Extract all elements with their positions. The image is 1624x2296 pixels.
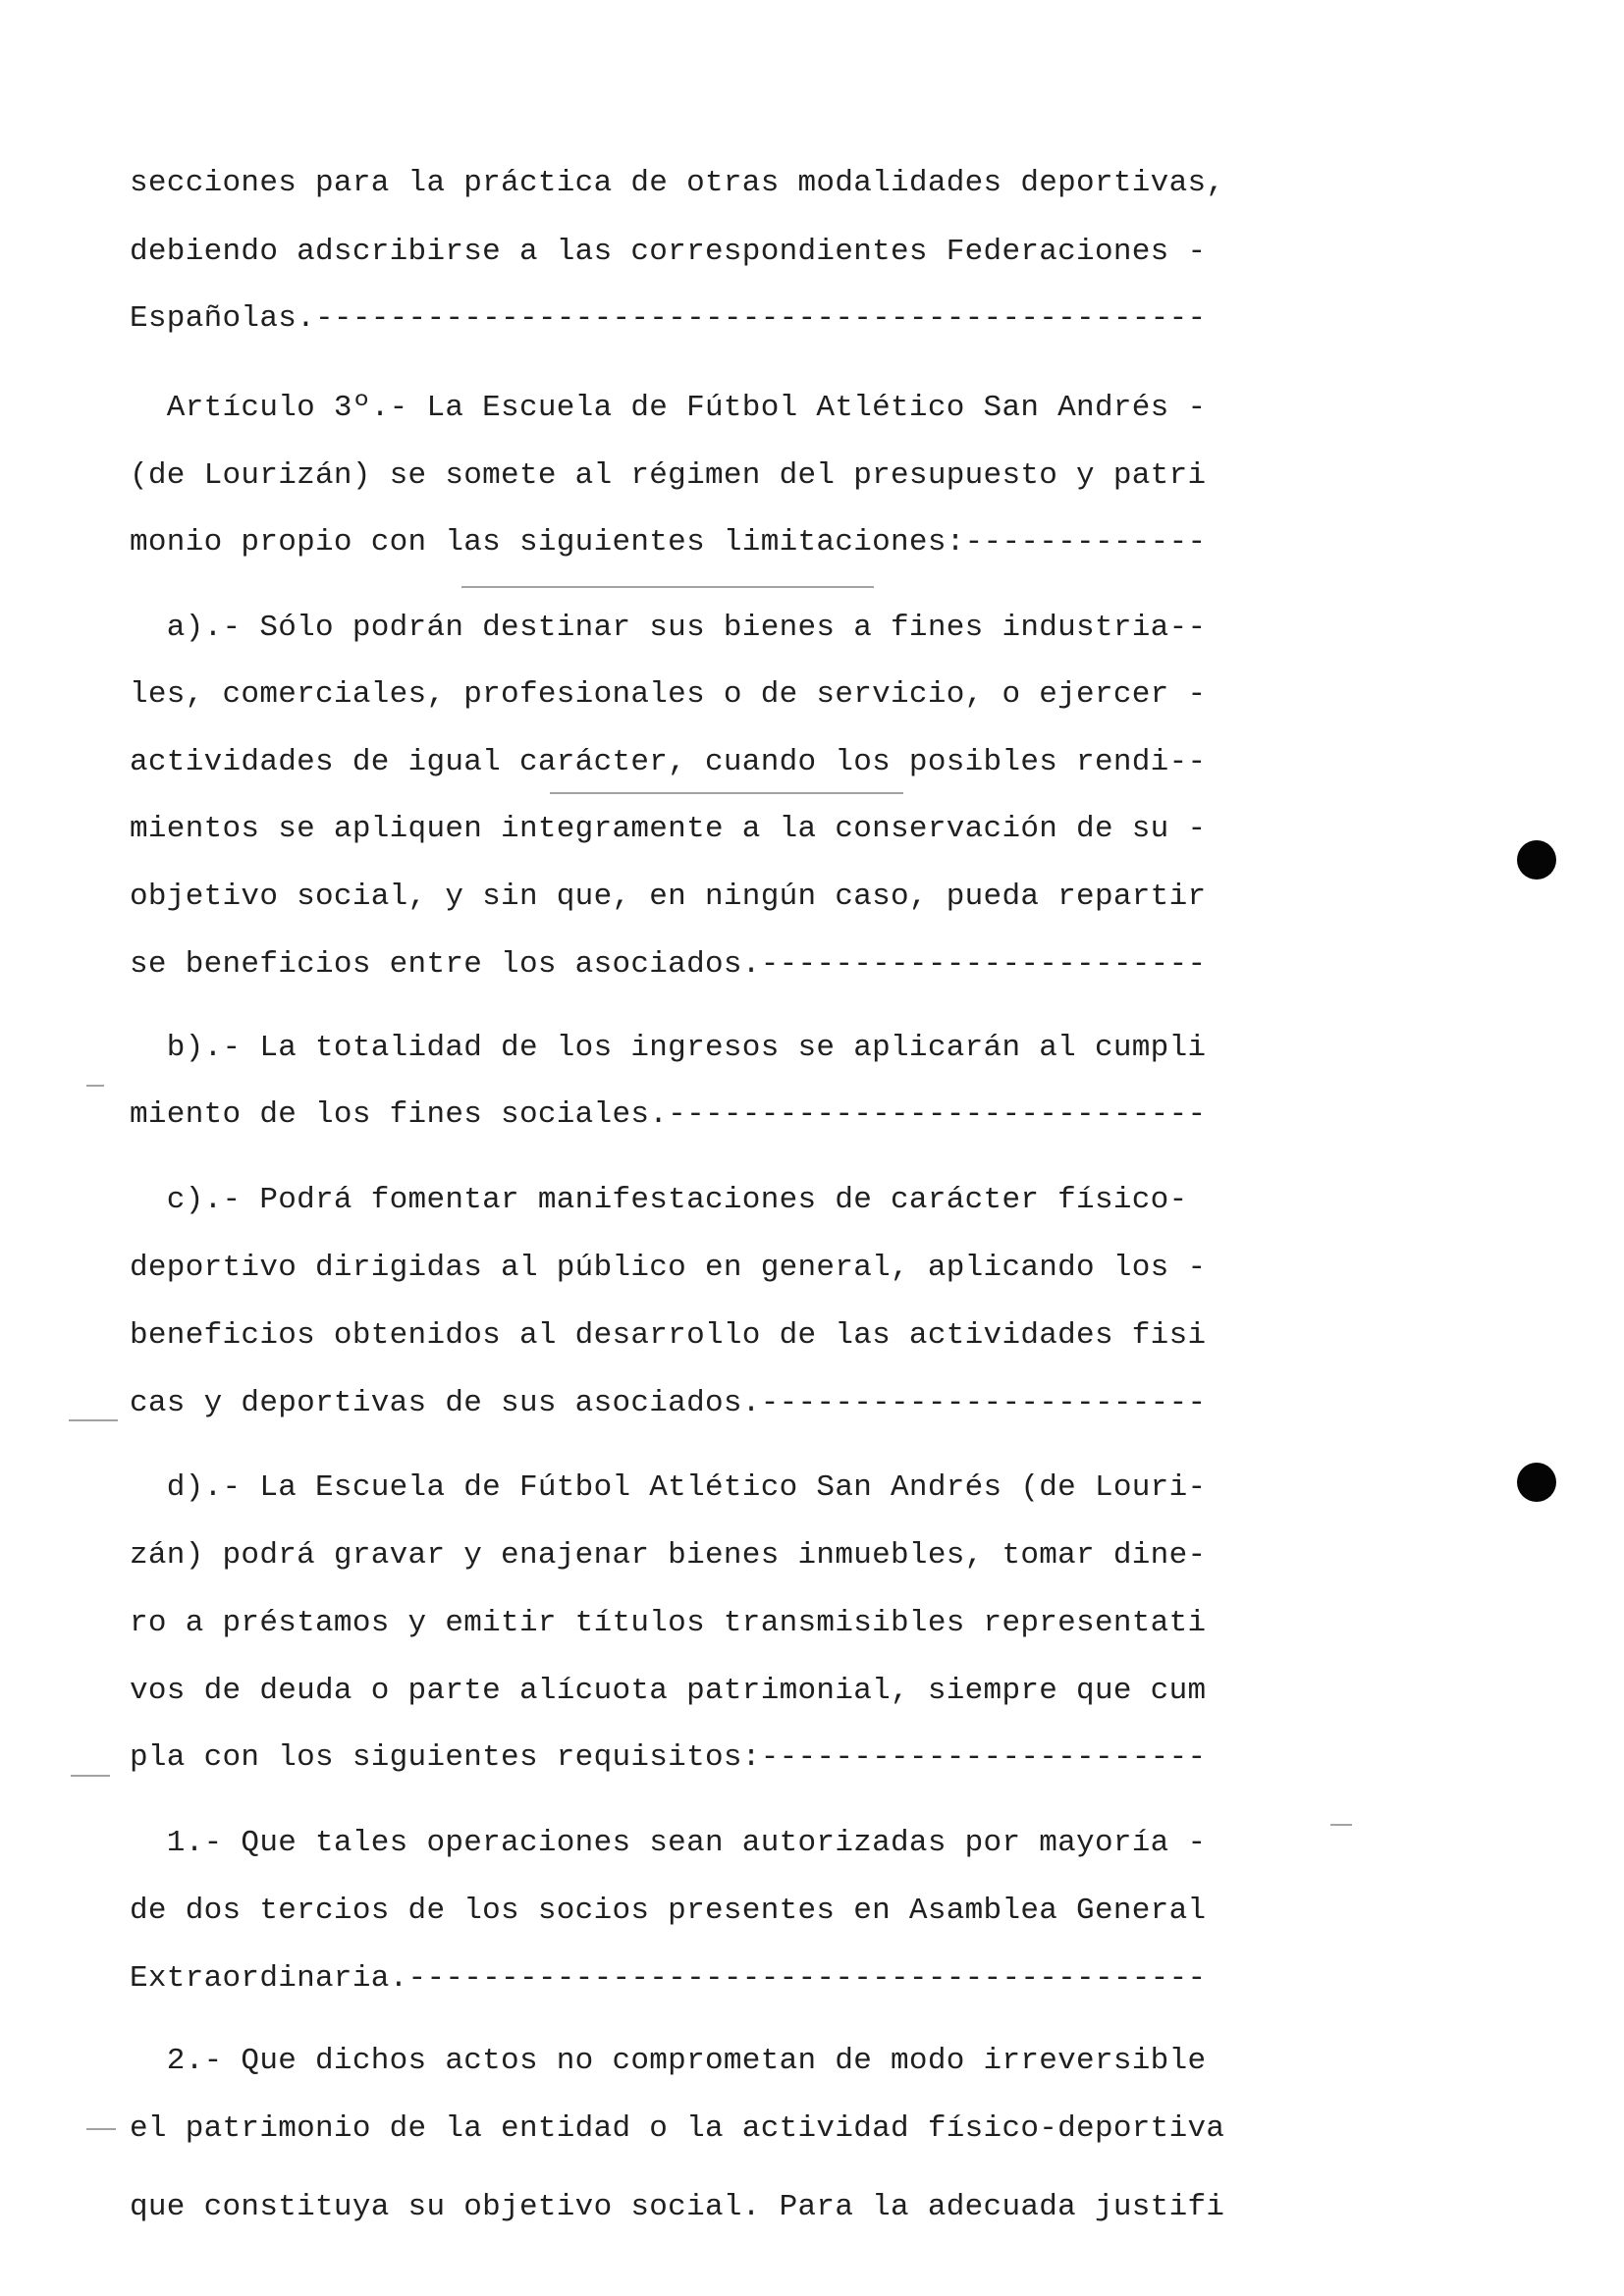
- text-line: Españolas.------------------------------------------------: [130, 301, 1207, 336]
- text-line: el patrimonio de la entidad o la actividad físico-deportiva: [130, 2111, 1225, 2146]
- text-line: pla con los siguientes requisitos:------------------------: [130, 1740, 1207, 1775]
- punch-hole: [1517, 840, 1556, 880]
- text-line: 2.- Que dichos actos no comprometan de modo irreversible: [130, 2044, 1207, 2078]
- text-line: miento de los fines sociales.-----------------------------: [130, 1097, 1207, 1132]
- text-line: zán) podrá gravar y enajenar bienes inmuebles, tomar dine-: [130, 1538, 1207, 1573]
- scan-speck: [86, 1085, 104, 1087]
- text-line: de dos tercios de los socios presentes en Asamblea General: [130, 1894, 1207, 1928]
- text-line: cas y deportivas de sus asociados.------------------------: [130, 1386, 1207, 1420]
- text-line: debiendo adscribirse a las correspondientes Federaciones -: [130, 235, 1207, 269]
- text-line: c).- Podrá fomentar manifestaciones de carácter físico-: [130, 1183, 1188, 1217]
- text-line: (de Lourizán) se somete al régimen del presupuesto y patri: [130, 458, 1207, 493]
- text-line: 1.- Que tales operaciones sean autorizadas por mayoría -: [130, 1826, 1207, 1860]
- punch-hole: [1517, 1463, 1556, 1502]
- text-line: monio propio con las siguientes limitaciones:-------------: [130, 525, 1207, 560]
- scan-speck: [461, 586, 874, 588]
- text-line: deportivo dirigidas al público en general, aplicando los -: [130, 1251, 1207, 1285]
- scan-speck: [69, 1419, 118, 1421]
- text-line: vos de deuda o parte alícuota patrimonial, siempre que cum: [130, 1674, 1207, 1708]
- scan-speck: [71, 1775, 110, 1777]
- text-line: Extraordinaria.-------------------------------------------: [130, 1961, 1207, 1996]
- text-line: objetivo social, y sin que, en ningún caso, pueda repartir: [130, 880, 1207, 914]
- text-line: actividades de igual carácter, cuando los posibles rendi--: [130, 745, 1207, 779]
- text-line: les, comerciales, profesionales o de servicio, o ejercer -: [130, 677, 1207, 712]
- text-line: Artículo 3º.- La Escuela de Fútbol Atlético San Andrés -: [130, 391, 1207, 425]
- text-line: mientos se apliquen integramente a la conservación de su -: [130, 812, 1207, 846]
- text-line: beneficios obtenidos al desarrollo de las actividades fisi: [130, 1318, 1207, 1353]
- text-line: b).- La totalidad de los ingresos se aplicarán al cumpli: [130, 1031, 1207, 1065]
- text-line: secciones para la práctica de otras modalidades deportivas,: [130, 166, 1225, 200]
- text-line: que constituya su objetivo social. Para la adecuada justifi: [130, 2190, 1225, 2224]
- scan-speck: [550, 792, 903, 794]
- text-line: d).- La Escuela de Fútbol Atlético San Andrés (de Louri-: [130, 1470, 1207, 1505]
- scan-speck: [1330, 1824, 1352, 1826]
- scan-speck: [86, 2128, 116, 2130]
- text-line: se beneficios entre los asociados.------------------------: [130, 947, 1207, 982]
- text-line: a).- Sólo podrán destinar sus bienes a fines industria--: [130, 611, 1207, 645]
- text-line: ro a préstamos y emitir títulos transmisibles representati: [130, 1606, 1207, 1640]
